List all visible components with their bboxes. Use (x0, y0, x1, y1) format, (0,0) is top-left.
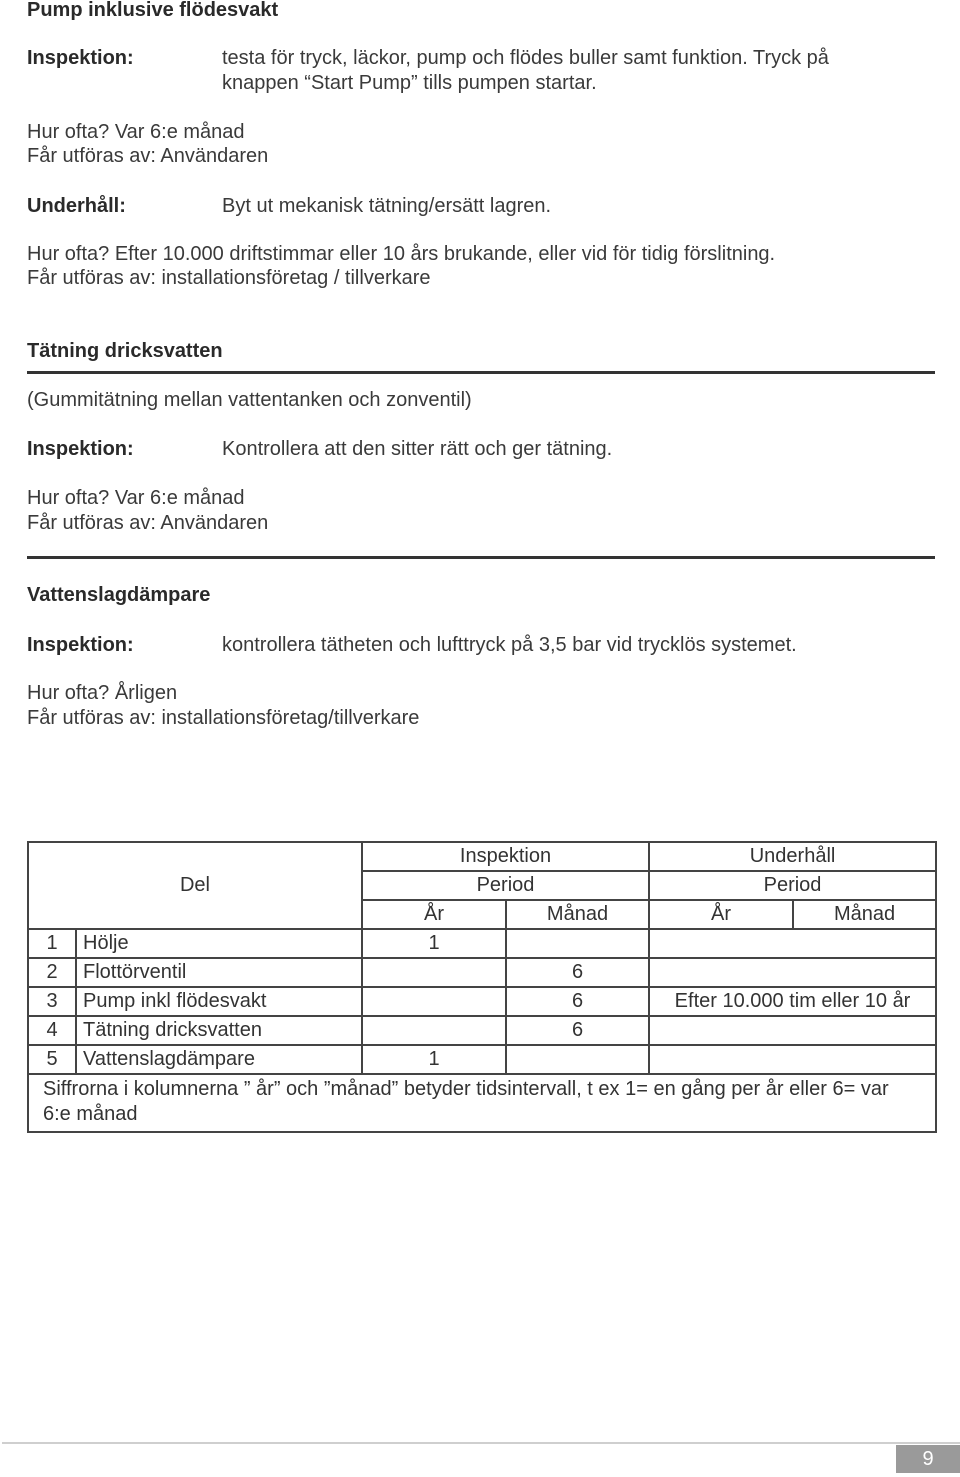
pump-performed-by: Får utföras av: Användaren (27, 145, 269, 167)
row-inspection-month (506, 929, 649, 958)
table-header-blank (28, 842, 362, 871)
row-inspection-year (362, 958, 506, 987)
table-header-year: År (649, 900, 793, 929)
pump-maintenance-performed-by: Får utföras av: installationsföretag / tillverkare (27, 267, 431, 289)
table-row (28, 987, 936, 1016)
row-part: Vattenslagdämpare (76, 1045, 362, 1074)
table-header-month: Månad (506, 900, 649, 929)
pump-inspection-label: Inspektion: (27, 47, 134, 69)
row-number: 2 (28, 958, 76, 987)
seal-inspection-label: Inspektion: (27, 438, 134, 460)
row-number: 5 (28, 1045, 76, 1074)
row-part: Pump inkl flödesvakt (76, 987, 362, 1016)
table-header-month: Månad (793, 900, 936, 929)
damper-how-often: Hur ofta? Årligen (27, 682, 178, 704)
table-header-row (28, 900, 936, 929)
pump-maintenance-how-often: Hur ofta? Efter 10.000 driftstimmar eller 10 års brukande, eller vid för tidig förslitning. (27, 243, 776, 265)
row-number: 4 (28, 1016, 76, 1045)
seal-performed-by: Får utföras av: Användaren (27, 512, 269, 534)
section-divider (27, 556, 935, 559)
table-header-maintenance: Underhåll (649, 842, 936, 871)
table-header-del: Del (28, 871, 362, 900)
row-inspection-month (506, 1045, 649, 1074)
section-divider (27, 371, 935, 374)
table-footnote: Siffrorna i kolumnerna ” år” och ”månad” betyder tidsintervall, t ex 1= en gång per år eller 6= var 6:e månad (28, 1074, 936, 1132)
row-part: Tätning dricksvatten (76, 1016, 362, 1045)
row-maintenance (649, 929, 936, 958)
row-maintenance (649, 1045, 936, 1074)
pump-how-often: Hur ofta? Var 6:e månad (27, 121, 245, 143)
row-maintenance (649, 1016, 936, 1045)
page-number: 9 (896, 1445, 960, 1473)
table-header-period-inspection: Period (362, 871, 649, 900)
maintenance-schedule-table (27, 841, 937, 1133)
table-header-inspection: Inspektion (362, 842, 649, 871)
pump-inspection-text-line1: testa för tryck, läckor, pump och flödes buller samt funktion. Tryck på (222, 47, 829, 69)
damper-inspection-text: kontrollera tätheten och lufttryck på 3,5 bar vid trycklös systemet. (222, 634, 797, 656)
footer-divider (2, 1442, 960, 1444)
table-header-row (28, 871, 936, 900)
table-row (28, 929, 936, 958)
table-header-blank (28, 900, 362, 929)
table-header-period-maintenance: Period (649, 871, 936, 900)
pump-inspection-text-line2: knappen “Start Pump” tills pumpen startar. (222, 72, 597, 94)
table-header-year: År (362, 900, 506, 929)
row-inspection-month: 6 (506, 1016, 649, 1045)
row-inspection-month: 6 (506, 958, 649, 987)
row-inspection-year (362, 987, 506, 1016)
row-maintenance (649, 958, 936, 987)
seal-subtitle: (Gummitätning mellan vattentanken och zonventil) (27, 389, 472, 411)
table-header-row (28, 842, 936, 871)
seal-how-often: Hur ofta? Var 6:e månad (27, 487, 245, 509)
row-maintenance: Efter 10.000 tim eller 10 år (649, 987, 936, 1016)
damper-inspection-label: Inspektion: (27, 634, 134, 656)
damper-performed-by: Får utföras av: installationsföretag/tillverkare (27, 707, 420, 729)
row-part: Flottörventil (76, 958, 362, 987)
row-inspection-year: 1 (362, 1045, 506, 1074)
row-number: 3 (28, 987, 76, 1016)
row-number: 1 (28, 929, 76, 958)
row-inspection-year (362, 1016, 506, 1045)
seal-inspection-text: Kontrollera att den sitter rätt och ger tätning. (222, 438, 613, 460)
table-row (28, 1045, 936, 1074)
table-note-row (28, 1074, 936, 1132)
pump-maintenance-text: Byt ut mekanisk tätning/ersätt lagren. (222, 195, 552, 217)
row-inspection-year: 1 (362, 929, 506, 958)
seal-section-title: Tätning dricksvatten (27, 340, 223, 362)
row-part: Hölje (76, 929, 362, 958)
table-row (28, 1016, 936, 1045)
damper-section-title: Vattenslagdämpare (27, 584, 211, 606)
table-row (28, 958, 936, 987)
row-inspection-month: 6 (506, 987, 649, 1016)
pump-maintenance-label: Underhåll: (27, 195, 126, 217)
pump-section-title: Pump inklusive flödesvakt (27, 0, 279, 21)
